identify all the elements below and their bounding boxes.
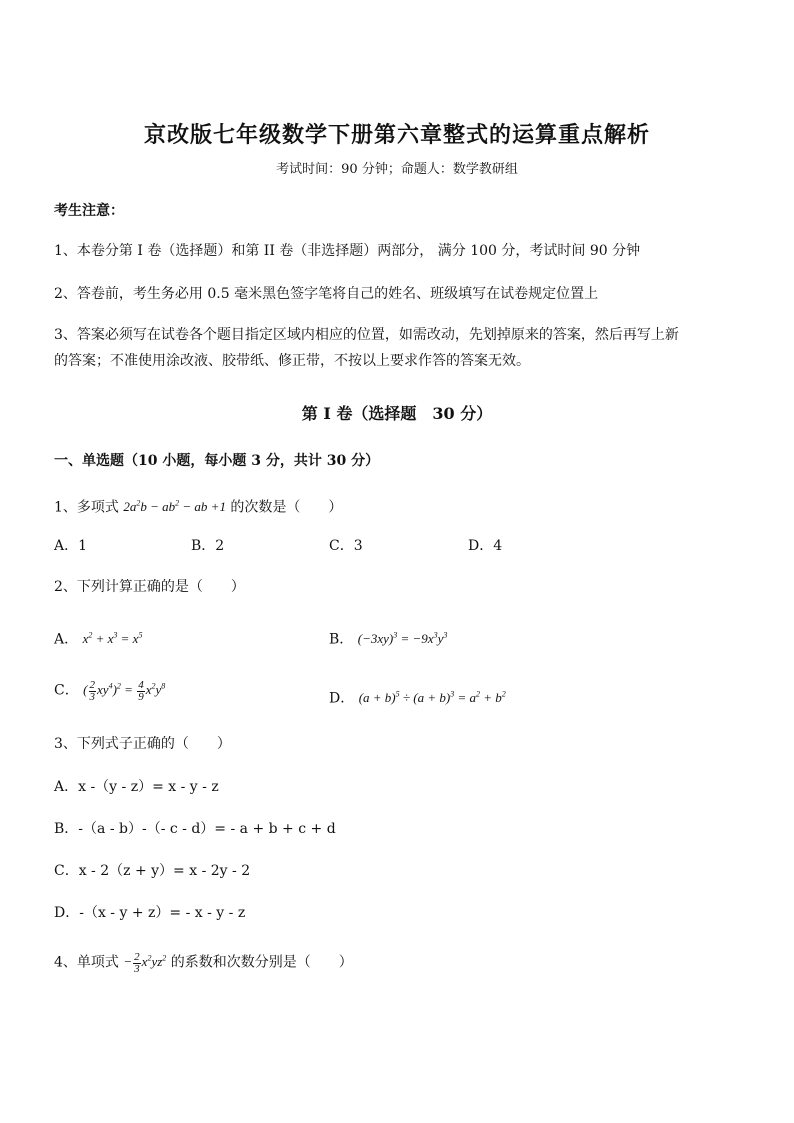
q2-option-b-label: B． xyxy=(329,631,354,648)
q2-option-a xyxy=(54,627,142,648)
q2-option-a-expression: $x^2 + x^3 = x^5$ xyxy=(82,631,143,647)
q1-option-c: C．3 xyxy=(329,538,363,554)
q2-option-d-expression: $(a + b)^5 \div (a + b)^3 = a^2 + b^2$ xyxy=(358,690,506,706)
q3-option-b: B．-（a - b）-（- c - d）= - a + b + c + d xyxy=(54,821,336,837)
q1-option-a: A．1 xyxy=(54,538,88,554)
notice-heading: 考生注意： xyxy=(54,203,124,219)
q2-option-c-expression: ( $\frac{2}{3}$ $xy^4)^2$ = $\frac{4}{9}$ $x^2y^8$ xyxy=(83,678,166,703)
q2-option-c-label: C． xyxy=(54,682,79,699)
question-2: 2、下列计算正确的是（ ） xyxy=(54,579,245,595)
q2-option-b-expression: $(-3xy)^3 = -9x^3y^3$ xyxy=(357,631,448,647)
q2-option-a-label: A． xyxy=(54,631,79,648)
notice-item-3-cont: 的答案；不准使用涂改液、胶带纸、修正带，不按以上要求作答的答案无效。 xyxy=(54,353,530,369)
question-1-suffix: 的次数是（ ） xyxy=(230,499,343,516)
q1-option-b: B．2 xyxy=(191,538,225,554)
page-title: 京改版七年级数学下册第六章整式的运算重点解析 xyxy=(143,122,650,148)
q2-option-b xyxy=(329,627,447,648)
notice-item-3: 3、答案必须写在试卷各个题目指定区域内相应的位置，如需改动，先划掉原来的答案，然后再写上新 xyxy=(54,327,679,343)
q2-option-c xyxy=(54,678,165,703)
q3-option-d: D．-（x - y + z）= - x - y - z xyxy=(54,905,246,921)
section-title: 第 I 卷（选择题 30 分） xyxy=(301,404,493,423)
notice-item-2: 2、答卷前，考生务必用 0.5 毫米黑色签字笔将自己的姓名、班级填写在试卷规定位置上 xyxy=(54,286,599,302)
question-4-prefix: 4、单项式 xyxy=(54,954,119,971)
question-1-prefix: 1、多项式 xyxy=(54,499,119,516)
question-4-expression: − $\frac{2}{3}$ $x^2yz^2$ xyxy=(123,950,167,975)
question-4-suffix: 的系数和次数分别是（ ） xyxy=(170,954,353,971)
part-title: 一、单选题（10 小题，每小题 3 分，共计 30 分） xyxy=(54,453,380,469)
question-3: 3、下列式子正确的（ ） xyxy=(54,736,231,752)
q3-option-c: C．x - 2（z + y）= x - 2y - 2 xyxy=(54,863,251,879)
q3-option-a: A．x -（y - z）= x - y - z xyxy=(54,779,219,795)
question-1-expression: $2a^2b - ab^2$ − ab +1 xyxy=(123,499,226,515)
question-1 xyxy=(54,495,342,516)
q2-option-d-label: D． xyxy=(329,690,355,707)
q1-option-d: D．4 xyxy=(468,538,503,554)
notice-item-1: 1、本卷分第 I 卷（选择题）和第 II 卷（非选择题）两部分， 满分 100 分，考试时间 90 分钟 xyxy=(54,243,641,259)
q2-option-d xyxy=(329,686,506,707)
exam-info: 考试时间：90 分钟；命题人：数学教研组 xyxy=(276,162,518,177)
question-4 xyxy=(54,950,353,975)
